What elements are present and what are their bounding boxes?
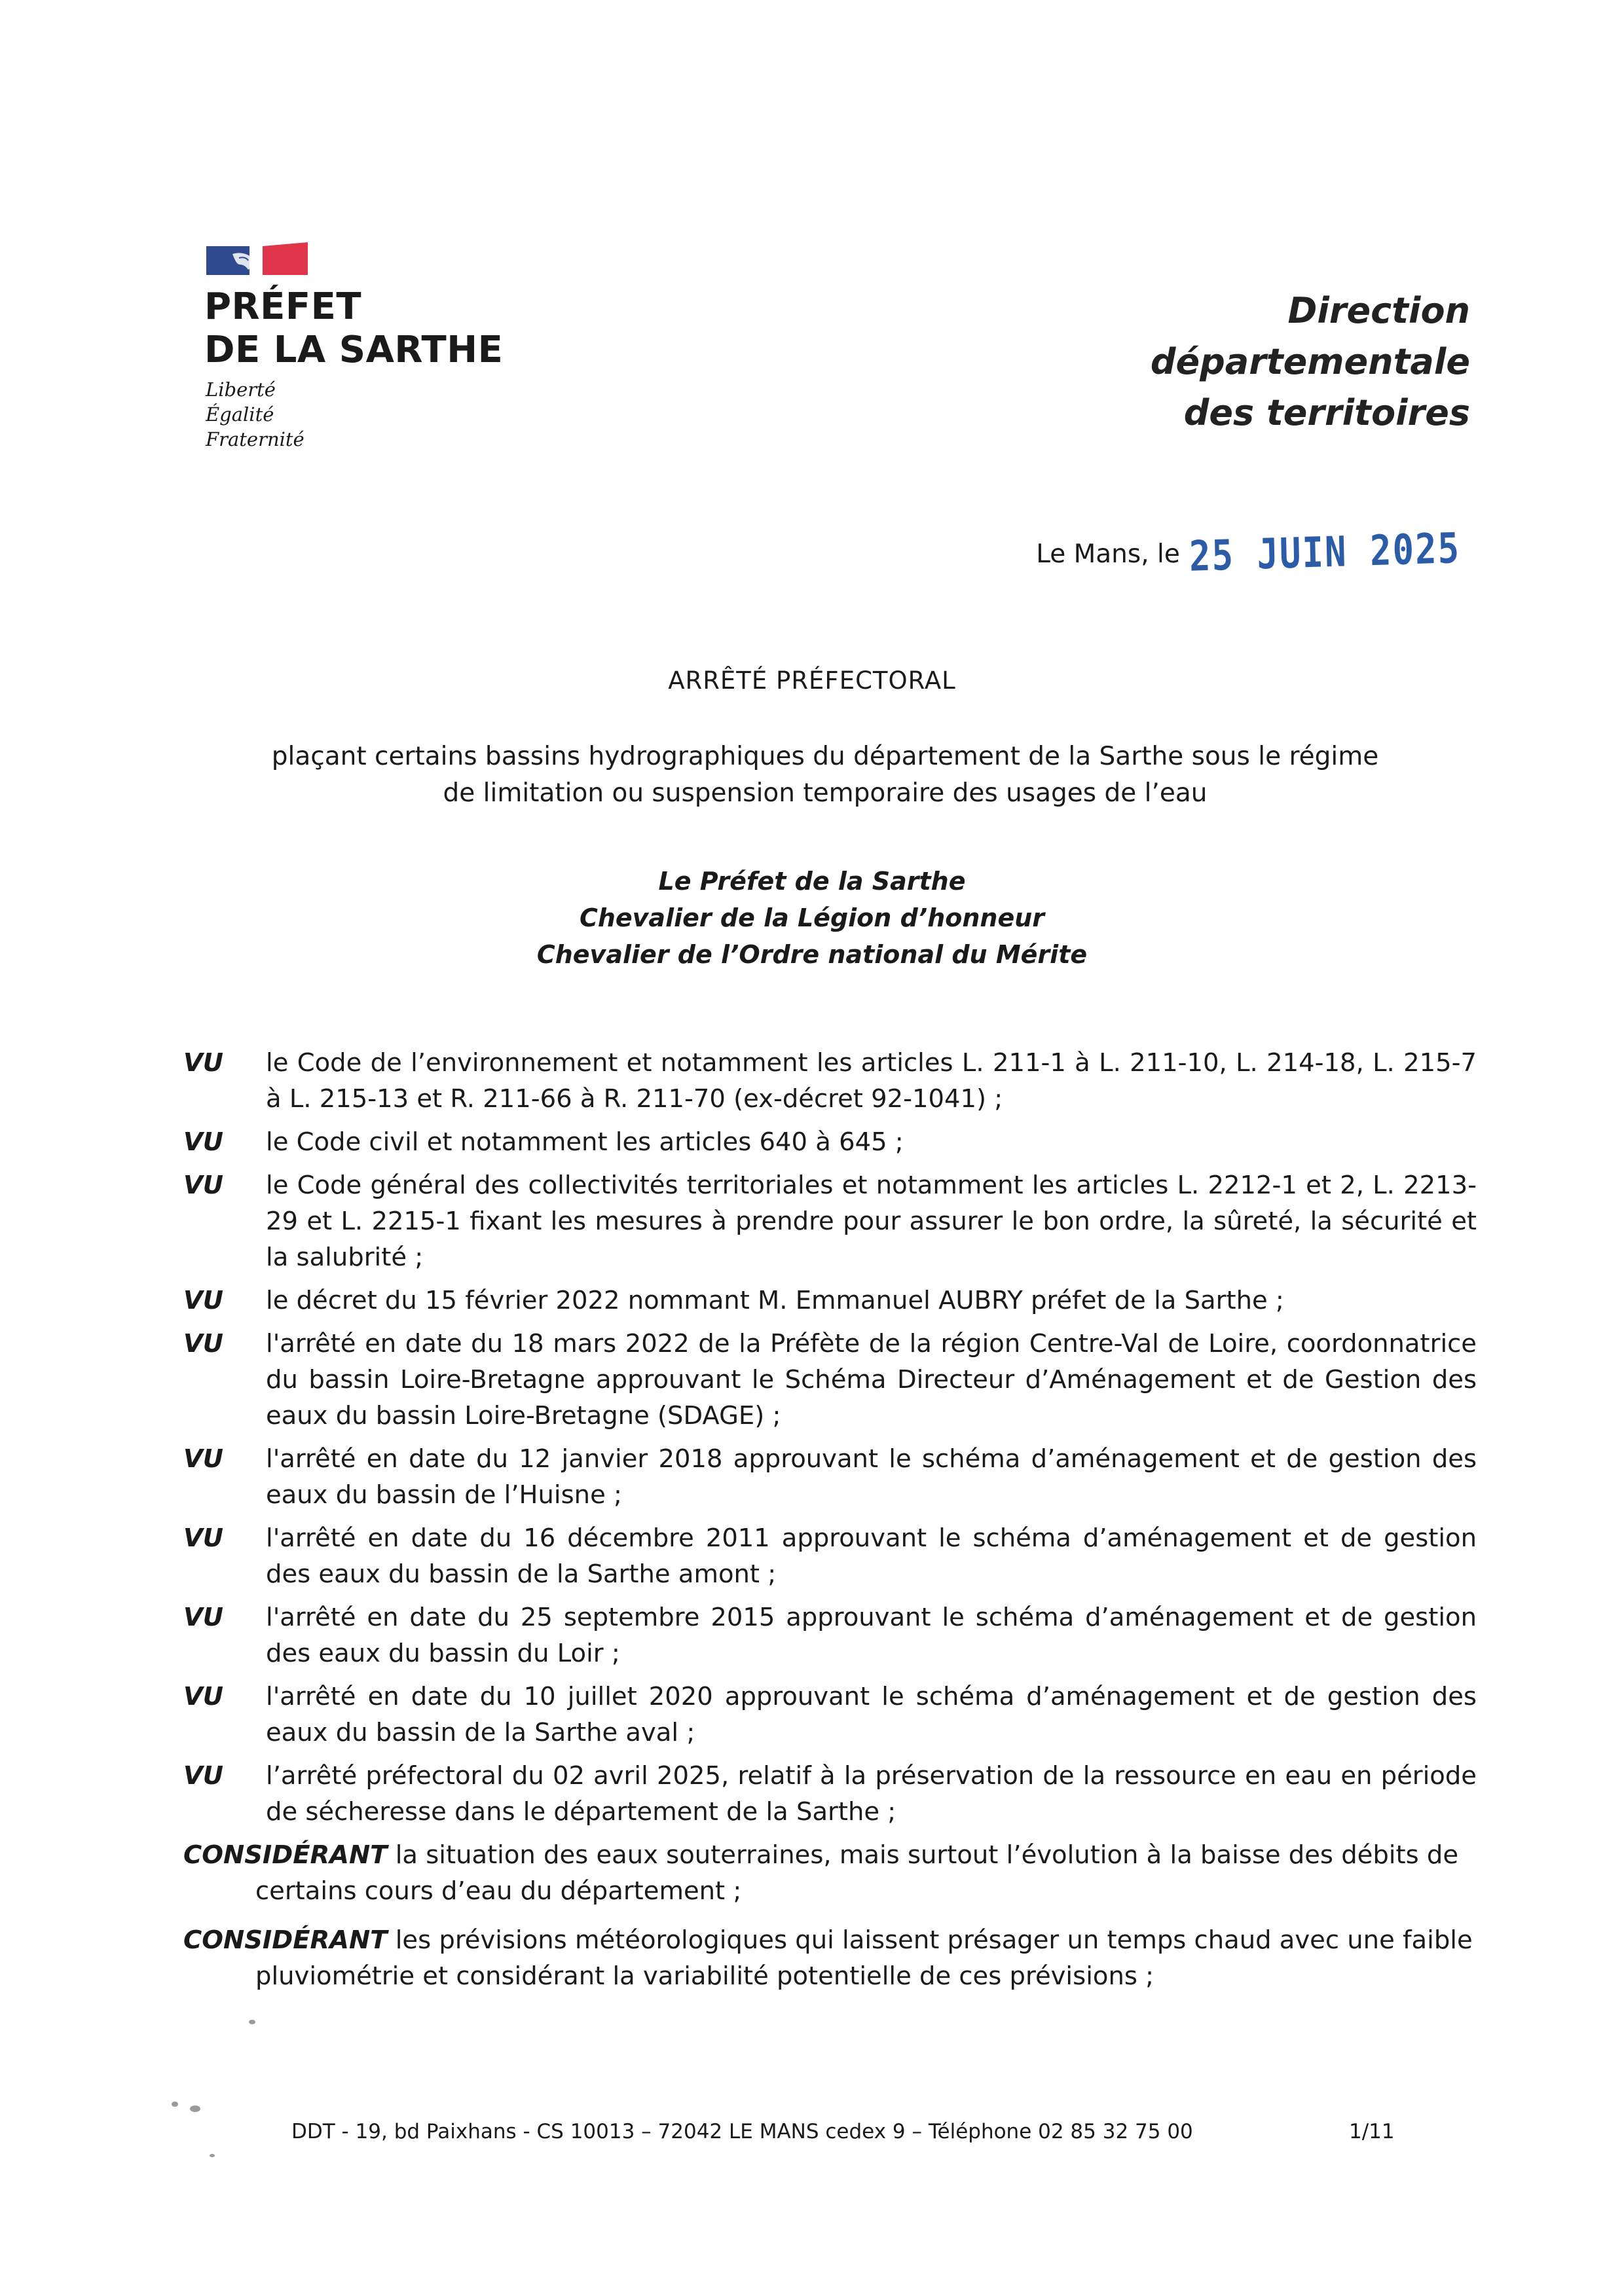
visa-text: l'arrêté en date du 25 septembre 2015 approuvant le schéma d’aménagement et de gestion des eaux du bassin du Loir ;: [266, 1603, 1477, 1668]
considerant-text-line-1: les prévisions météorologiques qui laissent présager un temps chaud avec une faible: [395, 1925, 1473, 1955]
prefect-title-1: Le Préfet de la Sarthe: [658, 867, 966, 896]
subtitle-line-1: plaçant certains bassins hydrographiques du département de la Sarthe sous le régime: [271, 742, 1379, 771]
scan-speck: [190, 2105, 200, 2112]
visa-key: VU: [183, 1761, 224, 1791]
visa-text: l’arrêté préfectoral du 02 avril 2025, relatif à la préservation de la ressource en eau en période de sécheresse dans le département de la Sarthe ;: [266, 1761, 1477, 1827]
subtitle-line-2: de limitation ou suspension temporaire des usages de l’eau: [443, 778, 1208, 808]
direction-line-2: départementale: [1150, 341, 1470, 382]
considerant-text-line-1: la situation des eaux souterraines, mais surtout l’évolution à la baisse des débits de: [395, 1840, 1459, 1870]
prefect-title-3: Chevalier de l’Ordre national du Mérite: [536, 940, 1088, 969]
footer-address: DDT - 19, bd Paixhans - CS 10013 – 72042 LE MANS cedex 9 – Téléphone 02 85 32 75 00: [291, 2120, 1193, 2143]
republic-motto: [206, 377, 304, 452]
visa-text: l'arrêté en date du 16 décembre 2011 approuvant le schéma d’aménagement et de gestion des eaux du bassin de la Sarthe amont ;: [266, 1523, 1477, 1589]
page-number: 1/11: [1349, 2120, 1395, 2143]
prefet-title: [204, 285, 503, 372]
visa-item: [183, 1045, 1477, 1117]
visa-text: l'arrêté en date du 18 mars 2022 de la Préfète de la région Centre-Val de Loire, coordonnatrice du bassin Loire-Bretagne approuvant le Schéma Directeur d’Aménagement et de Gestion des eaux du bassin Loire-Bretagne (SDAGE) ;: [266, 1329, 1477, 1430]
document-title: ARRÊTÉ PRÉFECTORAL: [668, 666, 956, 695]
visa-item: [183, 1679, 1477, 1751]
visa-key: VU: [183, 1444, 224, 1474]
visa-item: [183, 1441, 1477, 1513]
visa-item: [183, 1326, 1477, 1434]
considerant-item: [183, 1922, 1477, 1994]
considerant-key: CONSIDÉRANT: [183, 1925, 388, 1955]
considerant-text-line-2: pluviométrie et considérant la variabilité potentielle de ces prévisions ;: [255, 1961, 1154, 1991]
visa-item: [183, 1283, 1477, 1319]
visa-item: [183, 1758, 1477, 1830]
visa-key: VU: [183, 1127, 224, 1157]
direction-heading: [1151, 285, 1470, 439]
visa-key: VU: [183, 1171, 224, 1200]
prefect-titles: [0, 863, 1624, 973]
visa-key: VU: [183, 1603, 224, 1632]
marianne-logo: [206, 242, 308, 276]
date-label: Le Mans, le: [1036, 539, 1180, 569]
prefect-title-2: Chevalier de la Légion d’honneur: [579, 903, 1045, 932]
direction-line-1: Direction: [1287, 290, 1470, 331]
visa-item: [183, 1599, 1477, 1671]
motto-liberte: Liberté: [206, 378, 276, 401]
visa-text: le décret du 15 février 2022 nommant M. Emmanuel AUBRY préfet de la Sarthe ;: [266, 1286, 1284, 1315]
visa-item: [183, 1167, 1477, 1275]
visa-key: VU: [183, 1523, 224, 1553]
scan-speck: [249, 2020, 255, 2024]
prefet-line-1: PRÉFET: [204, 285, 362, 328]
scan-speck: [210, 2154, 215, 2157]
motto-egalite: Égalité: [206, 403, 274, 426]
visa-text: l'arrêté en date du 12 janvier 2018 approuvant le schéma d’aménagement et de gestion des eaux du bassin de l’Huisne ;: [266, 1444, 1477, 1510]
visa-key: VU: [183, 1329, 224, 1358]
considerant-key: CONSIDÉRANT: [183, 1840, 388, 1870]
document-subtitle: [196, 738, 1454, 812]
motto-fraternite: Fraternité: [206, 428, 304, 450]
visa-item: [183, 1124, 1477, 1160]
direction-line-3: des territoires: [1183, 392, 1470, 433]
date-line: [1036, 523, 1461, 584]
scan-speck: [172, 2102, 178, 2107]
considerant-item: [183, 1837, 1477, 1909]
visa-key: VU: [183, 1286, 224, 1315]
visas-list: [183, 1045, 1477, 2007]
date-stamp: 25 JUIN 2025: [1189, 523, 1461, 581]
visa-text: l'arrêté en date du 10 juillet 2020 approuvant le schéma d’aménagement et de gestion des eaux du bassin de la Sarthe aval ;: [266, 1682, 1477, 1747]
considerant-text-line-2: certains cours d’eau du département ;: [255, 1876, 742, 1906]
visa-text: le Code civil et notamment les articles 640 à 645 ;: [266, 1127, 904, 1157]
visa-item: [183, 1520, 1477, 1592]
visa-key: VU: [183, 1048, 224, 1078]
visa-text: le Code général des collectivités territoriales et notamment les articles L. 2212-1 et 2, L. 2213-29 et L. 2215-1 fixant les mesures à prendre pour assurer le bon ordre, la sûreté, la sécurité et la salubrité ;: [266, 1171, 1477, 1272]
visa-key: VU: [183, 1682, 224, 1711]
prefet-line-2: DE LA SARTHE: [204, 329, 504, 371]
visa-text: le Code de l’environnement et notamment les articles L. 211-1 à L. 211-10, L. 214-18, L. 215-7 à L. 215-13 et R. 211-66 à R. 211-70 (ex-décret 92-1041) ;: [266, 1048, 1477, 1114]
